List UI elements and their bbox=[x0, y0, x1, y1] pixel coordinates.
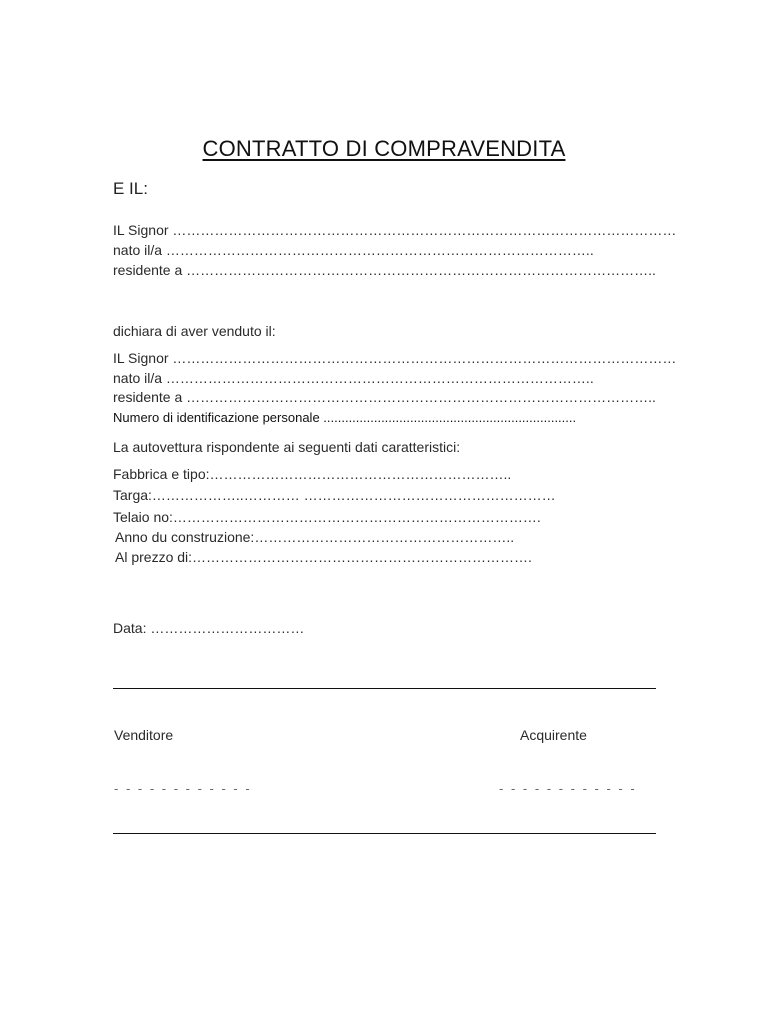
party2-residente-field: residente a ……………………………………………………………………………………….. bbox=[113, 389, 656, 405]
vehicle-intro: La autovettura rispondente ai seguenti dati caratteristici: bbox=[113, 439, 461, 455]
party1-signor-field: IL Signor ……………………………………………………………………………………………… bbox=[113, 222, 677, 238]
data-field: Data: …………………………… bbox=[113, 620, 305, 636]
venditore-label: Venditore bbox=[114, 727, 174, 743]
vehicle-telaio-field: Telaio no:……………………………………………………………………. bbox=[113, 509, 541, 525]
separator-top bbox=[113, 688, 656, 689]
venditore-signature-line: - - - - - - - - - - - - bbox=[114, 781, 252, 796]
document-title: CONTRATTO DI COMPRAVENDITA bbox=[202, 136, 566, 161]
separator-bottom bbox=[113, 833, 656, 834]
acquirente-signature-line: - - - - - - - - - - - - bbox=[499, 781, 637, 796]
party1-nato-field: nato il/a ……………………………………………………………………………….. bbox=[113, 242, 594, 258]
acquirente-label: Acquirente bbox=[520, 727, 587, 743]
vehicle-targa-field: Targa:………………..………… ……………………………………………… bbox=[113, 487, 556, 503]
party2-signor-field: IL Signor ……………………………………………………………………………………………… bbox=[113, 350, 677, 366]
intro-heading: E IL: bbox=[113, 179, 148, 198]
party2-nato-field: nato il/a ……………………………………………………………………………….. bbox=[113, 370, 594, 386]
dichiara-statement: dichiara di aver venduto il: bbox=[113, 323, 276, 339]
vehicle-prezzo-field: Al prezzo di:………………………………………………………………. bbox=[115, 549, 532, 565]
party1-residente-field: residente a ……………………………………………………………………………………….. bbox=[113, 262, 656, 278]
party2-numero-id-field: Numero di identificazione personale ...................................................................... bbox=[113, 410, 577, 425]
vehicle-anno-field: Anno du construzione:……………………………………………….. bbox=[115, 529, 515, 545]
vehicle-fabbrica-field: Fabbrica e tipo:……………………………………………………….. bbox=[113, 466, 512, 482]
